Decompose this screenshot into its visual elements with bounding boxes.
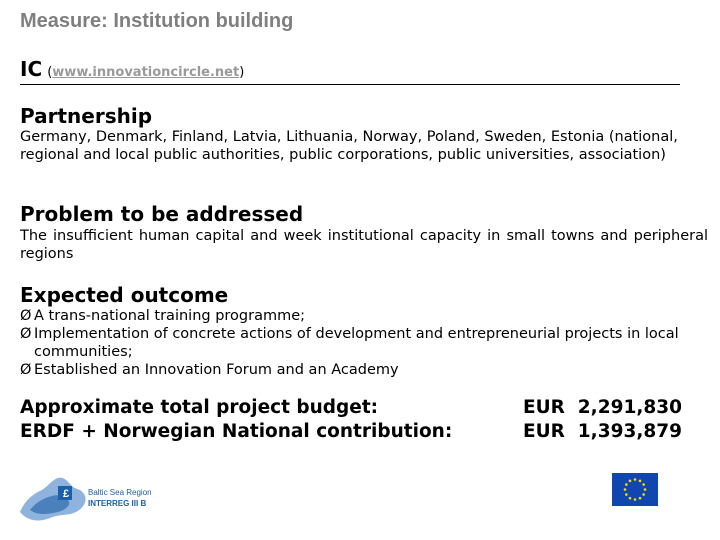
logo-line-2: INTERREG III B <box>88 499 147 508</box>
arrow-bullet-icon: Ø <box>20 362 32 378</box>
eu-star-icon <box>629 480 632 483</box>
eu-star-icon <box>625 483 628 486</box>
interreg-logo <box>18 472 163 524</box>
website-link[interactable]: www.innovationcircle.net <box>52 65 240 80</box>
problem-text: The insufficient human capital and week institutional capacity in small towns and peripheral regions <box>20 228 708 262</box>
total-budget-label: Approximate total project budget: <box>20 397 379 418</box>
budget-labels <box>20 396 452 444</box>
eu-star-icon <box>639 497 642 500</box>
eu-flag-icon <box>612 473 658 506</box>
eu-star-icon <box>629 497 632 500</box>
problem-heading: Problem to be addressed <box>20 202 304 226</box>
page-title: Measure: Institution building <box>20 10 294 32</box>
ic-line <box>20 57 244 81</box>
eu-star-icon <box>642 483 645 486</box>
list-item <box>20 325 710 361</box>
outcome-heading: Expected outcome <box>20 283 229 307</box>
eu-star-icon <box>642 493 645 496</box>
total-budget-value: 2,291,830 <box>577 397 682 418</box>
divider <box>20 84 680 85</box>
erdf-label: ERDF + Norwegian National contribution: <box>20 421 453 442</box>
baltic-map-icon <box>18 472 163 524</box>
eu-star-icon <box>624 488 627 491</box>
ic-label: IC <box>20 57 43 81</box>
eu-star-icon <box>634 498 637 501</box>
url-paren-open: ( <box>47 65 53 80</box>
outcome-list <box>20 307 710 379</box>
eu-star-icon <box>644 488 647 491</box>
arrow-bullet-icon: Ø <box>20 326 32 342</box>
url-paren-close: ) <box>239 65 245 80</box>
partnership-text: Germany, Denmark, Finland, Latvia, Lithuania, Norway, Poland, Sweden, Estonia (national, regional and local public authorities, public corporations, public universities, association) <box>20 129 678 163</box>
outcome-item-1: A trans-national training programme; <box>34 308 306 324</box>
erdf-currency: EUR <box>523 421 565 442</box>
eu-star-icon <box>639 480 642 483</box>
outcome-item-3: Established an Innovation Forum and an Academy <box>34 362 399 378</box>
arrow-bullet-icon: Ø <box>20 308 32 324</box>
list-item <box>20 361 710 379</box>
total-currency: EUR <box>523 397 565 418</box>
list-item <box>20 307 710 325</box>
erdf-value: 1,393,879 <box>577 421 682 442</box>
budget-values <box>523 396 682 444</box>
outcome-item-2: Implementation of concrete actions of development and entrepreneurial projects in local communities; <box>34 326 679 360</box>
logo-line-1: Baltic Sea Region <box>88 488 152 497</box>
partnership-heading: Partnership <box>20 104 153 128</box>
eu-star-icon <box>625 493 628 496</box>
svg-text:£: £ <box>63 488 70 500</box>
eu-star-icon <box>634 478 637 481</box>
